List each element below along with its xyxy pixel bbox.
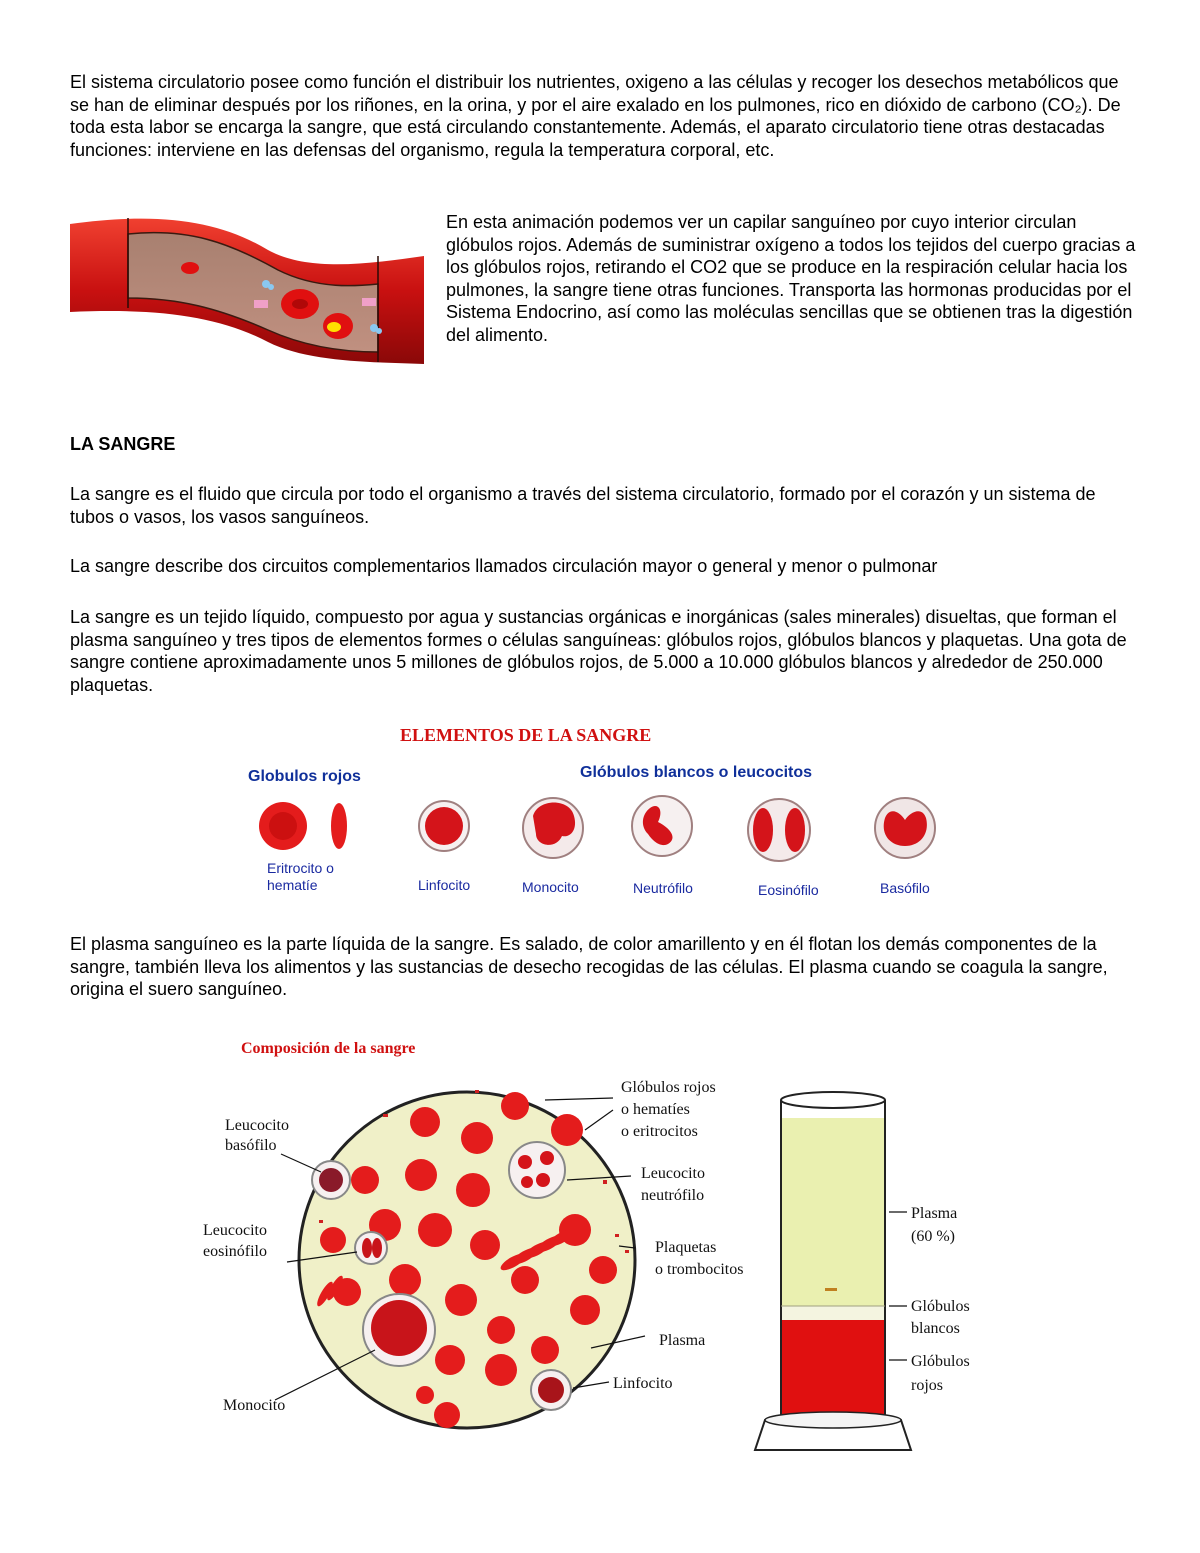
erythrocyte-side <box>331 803 347 849</box>
label-rojos-1: Glóbulos rojos <box>621 1079 716 1096</box>
composition-title: Composición de la sangre <box>241 1040 416 1057</box>
intro-paragraph: El sistema circulatorio posee como función el distribuir los nutrientes, oxigeno a las células y recoger los desechos metabólicos que se han de eliminar después por los riñones, en la orina, y por el aire exalado en los pulmones, rico en dióxido de carbono (CO₂). De toda esta labor se encarga la sangre, que está circulando constantemente. Además, el aparato circulatorio tiene otras destacadas funciones: interviene en las defensas del organismo, regula la temperatura corporal, etc. <box>70 72 1121 160</box>
tube-label-rojos-2: rojos <box>911 1377 943 1394</box>
label-eosinofilo-1: Leucocito <box>203 1222 267 1239</box>
tube-label-rojos-1: Glóbulos <box>911 1353 970 1370</box>
tube-label-blancos-2: blancos <box>911 1320 960 1337</box>
graduated-cylinder <box>755 1092 911 1450</box>
label-eosinofilo-2: eosinófilo <box>203 1243 267 1260</box>
plasma-layer <box>781 1116 885 1310</box>
blood-elements-figure <box>240 718 960 902</box>
molecule <box>362 298 376 306</box>
label-plasma: Plasma <box>659 1332 706 1349</box>
label-neutrofilo-1: Leucocito <box>641 1165 705 1182</box>
red-group-title: Globulos rojos <box>248 768 361 785</box>
circuits-paragraph: La sangre describe dos circuitos complementarios llamados circulación mayor o general y menor o pulmonar <box>70 556 938 576</box>
eosinophil-label: Eosinófilo <box>758 882 819 898</box>
molecule <box>254 300 268 308</box>
svg-text:Plaquetas o trombocitos <box>655 1239 743 1278</box>
animation-paragraph: En esta animación podemos ver un capilar sanguíneo por cuyo interior circulan glóbulos rojos. Además de suministrar oxígeno a todos los tejidos del cuerpo gracias a los glóbulos rojos, retirando el CO2 que se produce en la respiración celular hacia los pulmones, la sangre tiene otras funciones. Transporta las hormonas producidas por el Sistema Endocrino, así como las moléculas sencillas que se obtienen tras la digestión del alimento. <box>446 212 1136 345</box>
red-cells-layer <box>781 1320 885 1420</box>
blood-composition-figure <box>195 1030 995 1460</box>
label-rojos-2: o hematíes <box>621 1101 690 1118</box>
erythrocyte-label-2: hematíe <box>267 877 318 893</box>
tube-label-plasma-2: (60 %) <box>911 1228 955 1245</box>
tube-label-blancos-1: Glóbulos <box>911 1298 970 1315</box>
neutrophil-cell <box>509 1142 565 1198</box>
fluid-paragraph: La sangre es el fluido que circula por todo el organismo a través del sistema circulatorio, formado por el corazón y un sistema de tubos o vasos, los vasos sanguíneos. <box>70 484 1096 527</box>
label-basofilo-1: Leucocito <box>225 1117 289 1134</box>
svg-text:Leucocito neutrófilo <box>641 1165 709 1204</box>
white-group-title: Glóbulos blancos o leucocitos <box>580 764 813 781</box>
erythrocyte-label-1: Eritrocito o <box>267 860 334 876</box>
svg-text:Plasma (60 %) <box>911 1205 961 1245</box>
svg-text:Leucocito eosinófilo <box>203 1222 271 1260</box>
label-plaquetas-2: o trombocitos <box>655 1261 744 1278</box>
svg-text:Glóbulos rojos <box>911 1353 974 1394</box>
plasma-paragraph: El plasma sanguíneo es la parte líquida de la sangre. Es salado, de color amarillento y en él flotan los demás componentes de la sangre, también lleva los alimentos y las sustancias de desecho recogidas de las células. El plasma cuando se coagula la sangre, origina el suero sanguíneo. <box>70 934 1108 999</box>
neutrophil-label: Neutrófilo <box>633 880 693 896</box>
tube-label-plasma-1: Plasma <box>911 1205 958 1222</box>
label-rojos-3: o eritrocitos <box>621 1123 698 1140</box>
tissue-paragraph: La sangre es un tejido líquido, compuesto por agua y sustancias orgánicas e inorgánicas (sales minerales) disueltas, que forman el plasma sanguíneo y tres tipos de elementos formes o células sanguíneas: glóbulos rojos, glóbulos blancos y plaquetas. Una gota de sangre contiene aproximadamente unos 5 millones de glóbulos rojos, de 5.000 a 10.000 glóbulos blancos y alrededor de 250.000 plaquetas. <box>70 607 1127 695</box>
svg-text:Glóbulos rojos o hematíes <box>621 1079 720 1140</box>
label-basofilo-2: basófilo <box>225 1137 277 1154</box>
red-blood-cell <box>181 262 199 274</box>
elements-title: ELEMENTOS DE LA SANGRE <box>400 725 652 745</box>
basophil-label: Basófilo <box>880 880 930 896</box>
monocyte-label: Monocito <box>522 879 579 895</box>
label-plaquetas-1: Plaquetas <box>655 1239 717 1256</box>
lymphocyte-label: Linfocito <box>418 877 471 893</box>
section-heading: LA SANGRE <box>70 434 176 454</box>
svg-text:Glóbulos blancos <box>911 1298 974 1337</box>
label-linfocito: Linfocito <box>613 1375 673 1392</box>
capillary-illustration <box>68 212 426 364</box>
label-neutrofilo-2: neutrófilo <box>641 1187 705 1204</box>
svg-text:Leucocito basófilo <box>225 1117 293 1154</box>
white-cells-layer <box>781 1306 885 1320</box>
label-monocito: Monocito <box>223 1397 286 1414</box>
